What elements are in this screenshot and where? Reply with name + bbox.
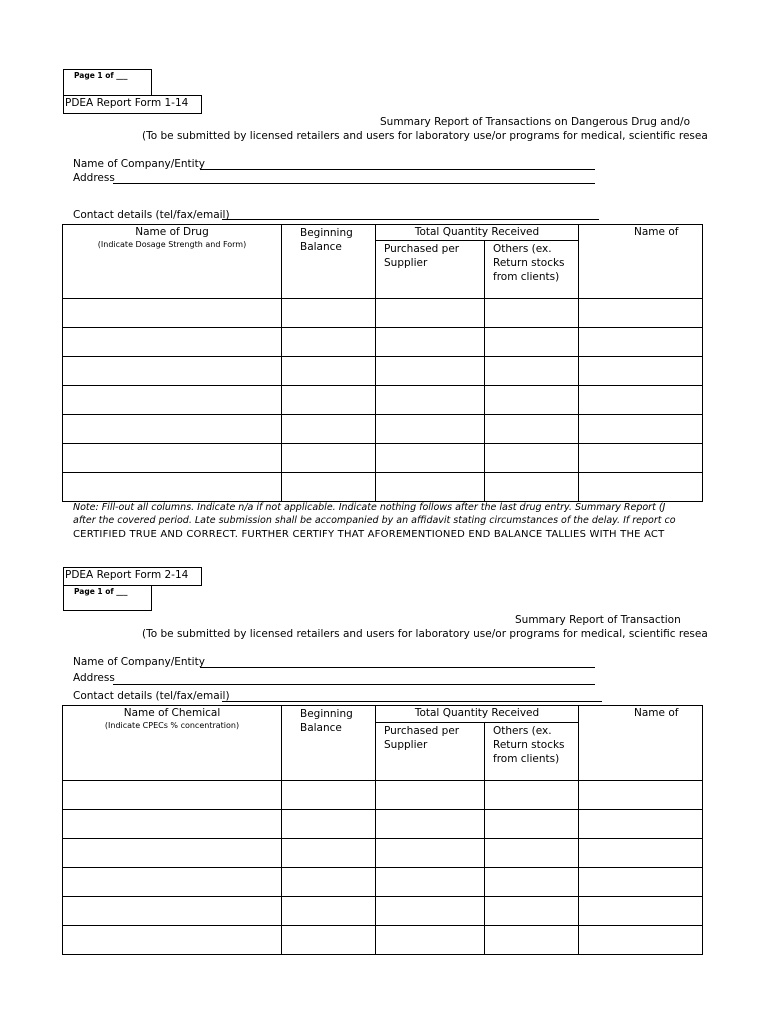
page-number-label: Page 1 of ___ — [74, 71, 128, 80]
others-cell[interactable] — [485, 386, 579, 415]
others-cell[interactable] — [485, 328, 579, 357]
purchased-cell[interactable] — [376, 839, 485, 868]
name-of-cell[interactable] — [579, 781, 703, 810]
chemical-name-cell[interactable] — [63, 810, 282, 839]
name-of-cell[interactable] — [579, 897, 703, 926]
beginning-balance-cell[interactable] — [282, 781, 376, 810]
drug-transactions-table — [62, 224, 703, 502]
address-field-line[interactable] — [113, 183, 595, 184]
chemical-name-cell[interactable] — [63, 868, 282, 897]
contact-field-label: Contact details (tel/fax/email) — [73, 209, 230, 221]
others-cell[interactable] — [485, 839, 579, 868]
contact-field-label: Contact details (tel/fax/email) — [73, 690, 230, 702]
chemical-name-cell[interactable] — [63, 897, 282, 926]
header-others-return-stocks: Others (ex. Return stocks from clients) — [485, 723, 579, 781]
purchased-cell[interactable] — [376, 868, 485, 897]
name-of-cell[interactable] — [579, 810, 703, 839]
purchased-cell[interactable] — [376, 357, 485, 386]
contact-field-line[interactable] — [222, 701, 602, 702]
beginning-balance-cell[interactable] — [282, 444, 376, 473]
drug-name-cell[interactable] — [63, 328, 282, 357]
name-of-cell[interactable] — [579, 357, 703, 386]
purchased-cell[interactable] — [376, 328, 485, 357]
others-cell[interactable] — [485, 357, 579, 386]
header-name-of-label: Name of — [634, 226, 679, 238]
beginning-balance-cell[interactable] — [282, 473, 376, 502]
header-name-of — [579, 706, 703, 781]
beginning-balance-cell[interactable] — [282, 386, 376, 415]
header-name-of — [579, 225, 703, 299]
contact-field-line[interactable] — [222, 219, 599, 220]
header-total-quantity-received: Total Quantity Received — [376, 706, 579, 723]
form1-subtitle: (To be submitted by licensed retailers and users for laboratory use/or programs for medical, scientific resea — [142, 130, 708, 142]
header-name-of-drug-note: (Indicate Dosage Strength and Form) — [97, 240, 247, 249]
purchased-cell[interactable] — [376, 415, 485, 444]
form-number-label: PDEA Report Form 1-14 — [65, 97, 189, 109]
form-number-box — [63, 95, 202, 114]
drug-name-cell[interactable] — [63, 386, 282, 415]
beginning-balance-cell[interactable] — [282, 328, 376, 357]
form1-note-line2: after the covered period. Late submission shall be accompanied by an affidavit stating circumstances of the delay. If report co — [73, 515, 676, 526]
purchased-cell[interactable] — [376, 781, 485, 810]
others-cell[interactable] — [485, 897, 579, 926]
header-others-return-stocks: Others (ex. Return stocks from clients) — [485, 241, 579, 299]
purchased-cell[interactable] — [376, 810, 485, 839]
page-number-box — [63, 585, 152, 611]
chemical-name-cell[interactable] — [63, 781, 282, 810]
name-of-cell[interactable] — [579, 328, 703, 357]
header-purchased-per-supplier: Purchased per Supplier — [376, 723, 485, 781]
header-name-of-chemical-note: (Indicate CPECs % concentration) — [104, 721, 240, 730]
purchased-cell[interactable] — [376, 444, 485, 473]
header-purchased-per-supplier: Purchased per Supplier — [376, 241, 485, 299]
page-number-label: Page 1 of ___ — [74, 587, 128, 596]
chemical-transactions-table — [62, 705, 703, 955]
beginning-balance-cell[interactable] — [282, 415, 376, 444]
company-field-line[interactable] — [200, 667, 595, 668]
others-cell[interactable] — [485, 868, 579, 897]
drug-name-cell[interactable] — [63, 473, 282, 502]
name-of-cell[interactable] — [579, 926, 703, 955]
header-name-of-drug — [63, 225, 282, 299]
name-of-cell[interactable] — [579, 444, 703, 473]
name-of-cell[interactable] — [579, 299, 703, 328]
beginning-balance-cell[interactable] — [282, 357, 376, 386]
company-field-label: Name of Company/Entity — [73, 158, 205, 170]
purchased-cell[interactable] — [376, 386, 485, 415]
company-field-line[interactable] — [200, 169, 595, 170]
name-of-cell[interactable] — [579, 839, 703, 868]
drug-name-cell[interactable] — [63, 444, 282, 473]
form1-certification: CERTIFIED TRUE AND CORRECT. FURTHER CERTIFY THAT AFOREMENTIONED END BALANCE TALLIES WITH THE ACT — [73, 529, 665, 540]
header-name-of-chemical — [63, 706, 282, 781]
header-total-quantity-received: Total Quantity Received — [376, 225, 579, 241]
others-cell[interactable] — [485, 810, 579, 839]
header-name-of-label: Name of — [634, 707, 679, 719]
header-beginning-balance: Beginning Balance — [282, 225, 376, 299]
others-cell[interactable] — [485, 415, 579, 444]
form-number-box — [63, 567, 202, 586]
chemical-name-cell[interactable] — [63, 839, 282, 868]
address-field-line[interactable] — [113, 684, 595, 685]
beginning-balance-cell[interactable] — [282, 897, 376, 926]
page-number-box — [63, 69, 152, 96]
chemical-name-cell[interactable] — [63, 926, 282, 955]
name-of-cell[interactable] — [579, 868, 703, 897]
form2-title: Summary Report of Transaction — [515, 614, 681, 626]
beginning-balance-cell[interactable] — [282, 299, 376, 328]
form1-title: Summary Report of Transactions on Dangerous Drug and/o — [380, 116, 691, 128]
purchased-cell[interactable] — [376, 926, 485, 955]
others-cell[interactable] — [485, 299, 579, 328]
others-cell[interactable] — [485, 926, 579, 955]
name-of-cell[interactable] — [579, 473, 703, 502]
header-name-of-chemical-label: Name of Chemical — [123, 707, 221, 719]
beginning-balance-cell[interactable] — [282, 810, 376, 839]
form2-subtitle: (To be submitted by licensed retailers and users for laboratory use/or programs for medical, scientific resea — [142, 628, 708, 640]
drug-name-cell[interactable] — [63, 299, 282, 328]
form1-note-line1: Note: Fill-out all columns. Indicate n/a if not applicable. Indicate nothing follows after the last drug entry. Summary Report (J — [73, 502, 666, 513]
others-cell[interactable] — [485, 781, 579, 810]
address-field-label: Address — [73, 672, 115, 684]
name-of-cell[interactable] — [579, 386, 703, 415]
purchased-cell[interactable] — [376, 897, 485, 926]
drug-name-cell[interactable] — [63, 415, 282, 444]
company-field-label: Name of Company/Entity — [73, 656, 205, 668]
beginning-balance-cell[interactable] — [282, 868, 376, 897]
header-beginning-balance: Beginning Balance — [282, 706, 376, 781]
header-name-of-drug-label: Name of Drug — [135, 226, 209, 238]
beginning-balance-cell[interactable] — [282, 926, 376, 955]
purchased-cell[interactable] — [376, 299, 485, 328]
others-cell[interactable] — [485, 444, 579, 473]
purchased-cell[interactable] — [376, 473, 485, 502]
drug-name-cell[interactable] — [63, 357, 282, 386]
others-cell[interactable] — [485, 473, 579, 502]
form-number-label: PDEA Report Form 2-14 — [65, 569, 189, 581]
name-of-cell[interactable] — [579, 415, 703, 444]
beginning-balance-cell[interactable] — [282, 839, 376, 868]
address-field-label: Address — [73, 172, 115, 184]
